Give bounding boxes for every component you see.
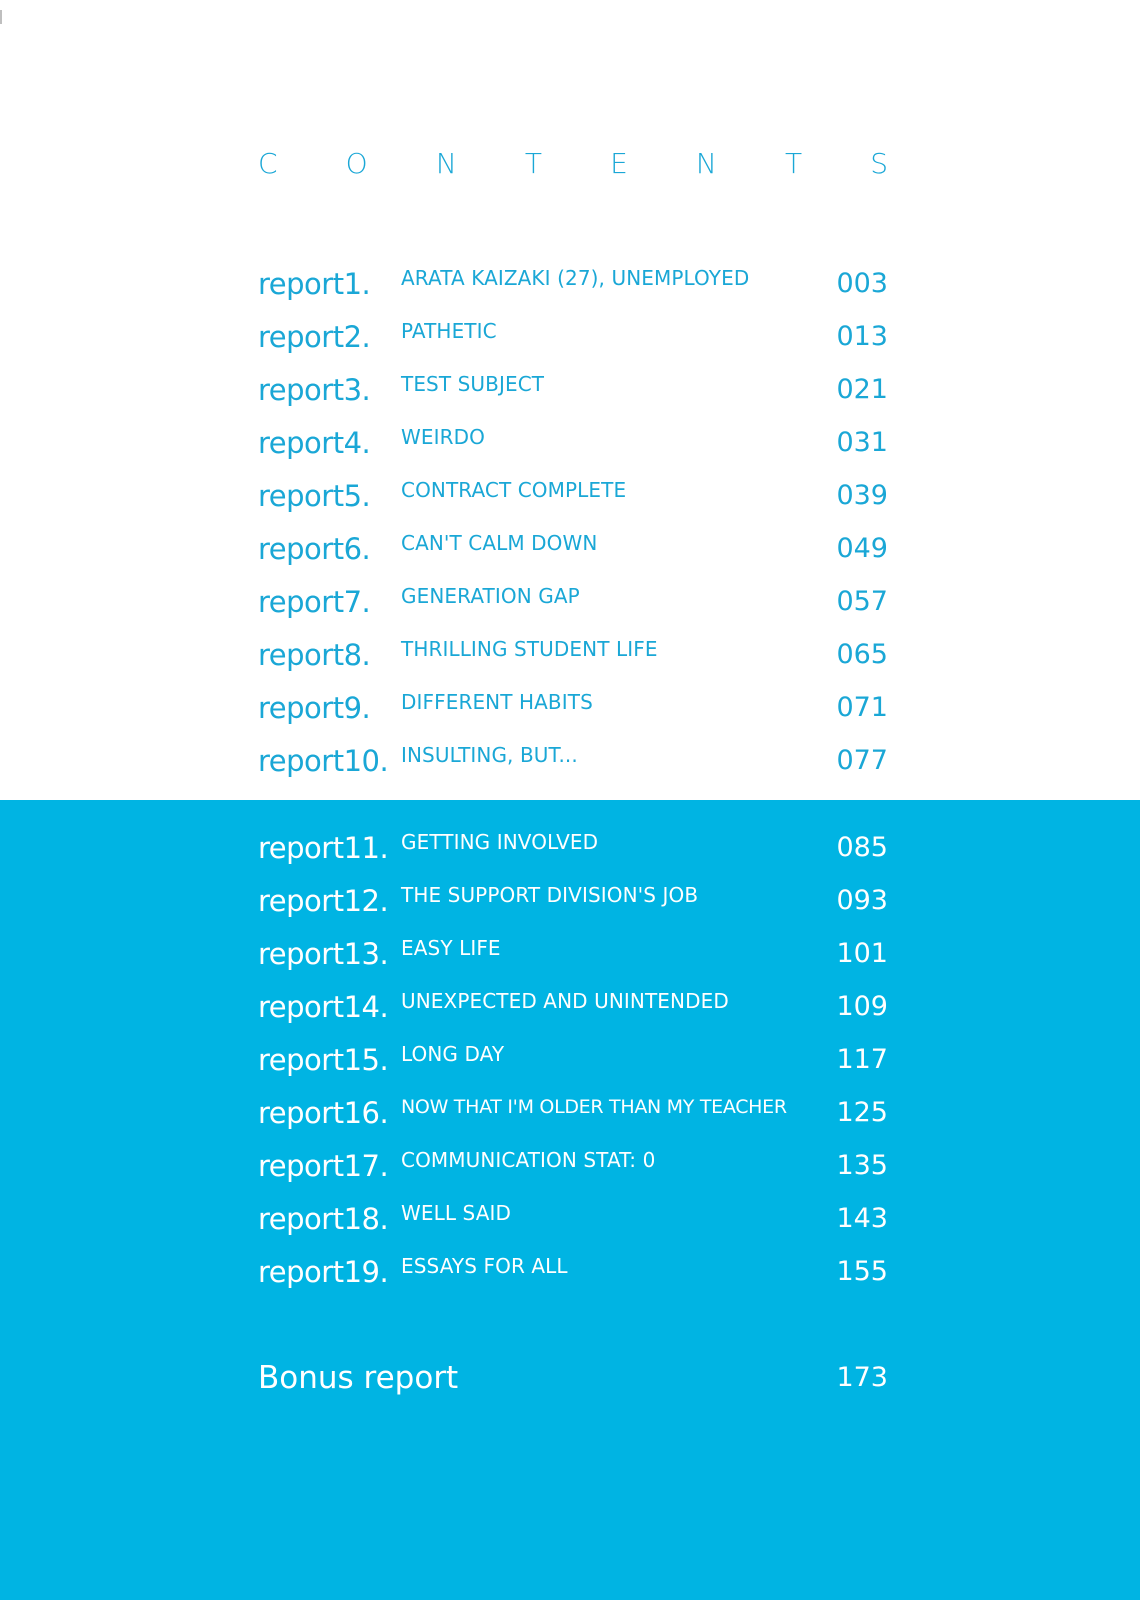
toc-entry-label: report10. bbox=[258, 744, 389, 778]
toc-entry-page: 031 bbox=[836, 427, 888, 458]
bonus-entry-page: 173 bbox=[836, 1362, 888, 1393]
contents-heading-letter: N bbox=[435, 147, 457, 180]
toc-entry[interactable] bbox=[258, 881, 888, 921]
toc-entry[interactable] bbox=[258, 423, 888, 463]
toc-entry[interactable] bbox=[258, 934, 888, 974]
contents-heading-letter: N bbox=[695, 147, 717, 180]
toc-entry-page: 143 bbox=[836, 1203, 888, 1234]
toc-entry-title: THRILLING STUDENT LIFE bbox=[401, 637, 658, 661]
toc-entry-title: WEIRDO bbox=[401, 425, 485, 449]
toc-entry[interactable] bbox=[258, 264, 888, 304]
toc-entry-label: report11. bbox=[258, 831, 389, 865]
contents-heading-letter: S bbox=[870, 147, 888, 180]
toc-entry-page: 155 bbox=[836, 1256, 888, 1287]
toc-entry-label: report5. bbox=[258, 479, 371, 513]
toc-entry[interactable] bbox=[258, 828, 888, 868]
toc-entry[interactable] bbox=[258, 635, 888, 675]
toc-entry[interactable] bbox=[258, 582, 888, 622]
contents-heading-letter: T bbox=[784, 147, 803, 180]
toc-entry-label: report12. bbox=[258, 884, 389, 918]
toc-entry-title: CAN'T CALM DOWN bbox=[401, 531, 598, 555]
toc-entry[interactable] bbox=[258, 1040, 888, 1080]
toc-entry-page: 013 bbox=[836, 321, 888, 352]
toc-entry-page: 077 bbox=[836, 745, 888, 776]
toc-entry-page: 065 bbox=[836, 639, 888, 670]
toc-entry-label: report14. bbox=[258, 990, 389, 1024]
contents-heading-letter: E bbox=[610, 147, 628, 180]
toc-entry-title: GETTING INVOLVED bbox=[401, 830, 599, 854]
toc-entry-title: COMMUNICATION STAT: 0 bbox=[401, 1148, 656, 1172]
toc-entry-page: 039 bbox=[836, 480, 888, 511]
toc-entry-page: 101 bbox=[836, 938, 888, 969]
toc-entry[interactable] bbox=[258, 1146, 888, 1186]
toc-entry-label: report8. bbox=[258, 638, 371, 672]
contents-heading-letter: C bbox=[258, 147, 278, 180]
toc-entry-label: report7. bbox=[258, 585, 371, 619]
toc-entry-label: report13. bbox=[258, 937, 389, 971]
toc-entry-page: 003 bbox=[836, 268, 888, 299]
toc-entry-page: 085 bbox=[836, 832, 888, 863]
toc-entry[interactable] bbox=[258, 1199, 888, 1239]
toc-entry[interactable] bbox=[258, 1252, 888, 1292]
toc-entry-label: report16. bbox=[258, 1096, 389, 1130]
toc-entry[interactable] bbox=[258, 317, 888, 357]
toc-entry-title: ESSAYS FOR ALL bbox=[401, 1254, 568, 1278]
toc-entry-label: report1. bbox=[258, 267, 371, 301]
corner-crop-mark bbox=[0, 10, 2, 24]
bonus-entry-label: Bonus report bbox=[258, 1360, 459, 1396]
contents-heading-letter: T bbox=[524, 147, 542, 180]
toc-entry-title: LONG DAY bbox=[401, 1042, 505, 1066]
contents-heading-letter: O bbox=[345, 147, 368, 180]
toc-entry-title: DIFFERENT HABITS bbox=[401, 690, 593, 714]
toc-entry[interactable] bbox=[258, 688, 888, 728]
toc-entry-page: 117 bbox=[836, 1044, 888, 1075]
toc-entry-page: 109 bbox=[836, 991, 888, 1022]
toc-entry-label: report17. bbox=[258, 1149, 389, 1183]
toc-entry[interactable] bbox=[258, 987, 888, 1027]
toc-entry-title: WELL SAID bbox=[401, 1201, 512, 1225]
toc-entry-title: THE SUPPORT DIVISION'S JOB bbox=[401, 883, 699, 907]
toc-entry-label: report4. bbox=[258, 426, 371, 460]
toc-entry-title: PATHETIC bbox=[401, 319, 497, 343]
contents-heading bbox=[258, 146, 888, 182]
toc-entry-page: 071 bbox=[836, 692, 888, 723]
toc-entry[interactable] bbox=[258, 476, 888, 516]
toc-entry-label: report19. bbox=[258, 1255, 389, 1289]
toc-entry-title: CONTRACT COMPLETE bbox=[401, 478, 627, 502]
toc-entry-title: TEST SUBJECT bbox=[401, 372, 545, 396]
toc-entry-title: ARATA KAIZAKI (27), UNEMPLOYED bbox=[401, 266, 750, 290]
toc-entry[interactable] bbox=[258, 529, 888, 569]
toc-entry[interactable] bbox=[258, 741, 888, 781]
toc-entry-label: report9. bbox=[258, 691, 371, 725]
toc-entry-label: report18. bbox=[258, 1202, 389, 1236]
toc-entry-title: INSULTING, BUT... bbox=[401, 743, 578, 767]
toc-entry-label: report2. bbox=[258, 320, 371, 354]
toc-entry-page: 093 bbox=[836, 885, 888, 916]
toc-entry-label: report15. bbox=[258, 1043, 389, 1077]
toc-entry-page: 125 bbox=[836, 1097, 888, 1128]
toc-entry-page: 057 bbox=[836, 586, 888, 617]
toc-entry-title: NOW THAT I'M OLDER THAN MY TEACHER bbox=[401, 1096, 787, 1118]
toc-entry-label: report6. bbox=[258, 532, 371, 566]
toc-entry-page: 021 bbox=[836, 374, 888, 405]
toc-entry[interactable] bbox=[258, 1093, 888, 1133]
toc-entry-label: report3. bbox=[258, 373, 371, 407]
toc-entry-title: EASY LIFE bbox=[401, 936, 501, 960]
toc-entry-title: GENERATION GAP bbox=[401, 584, 580, 608]
toc-entry-title: UNEXPECTED AND UNINTENDED bbox=[401, 989, 729, 1013]
toc-entry[interactable] bbox=[258, 370, 888, 410]
toc-entry-page: 135 bbox=[836, 1150, 888, 1181]
bonus-entry[interactable] bbox=[258, 1358, 888, 1402]
toc-entry-page: 049 bbox=[836, 533, 888, 564]
